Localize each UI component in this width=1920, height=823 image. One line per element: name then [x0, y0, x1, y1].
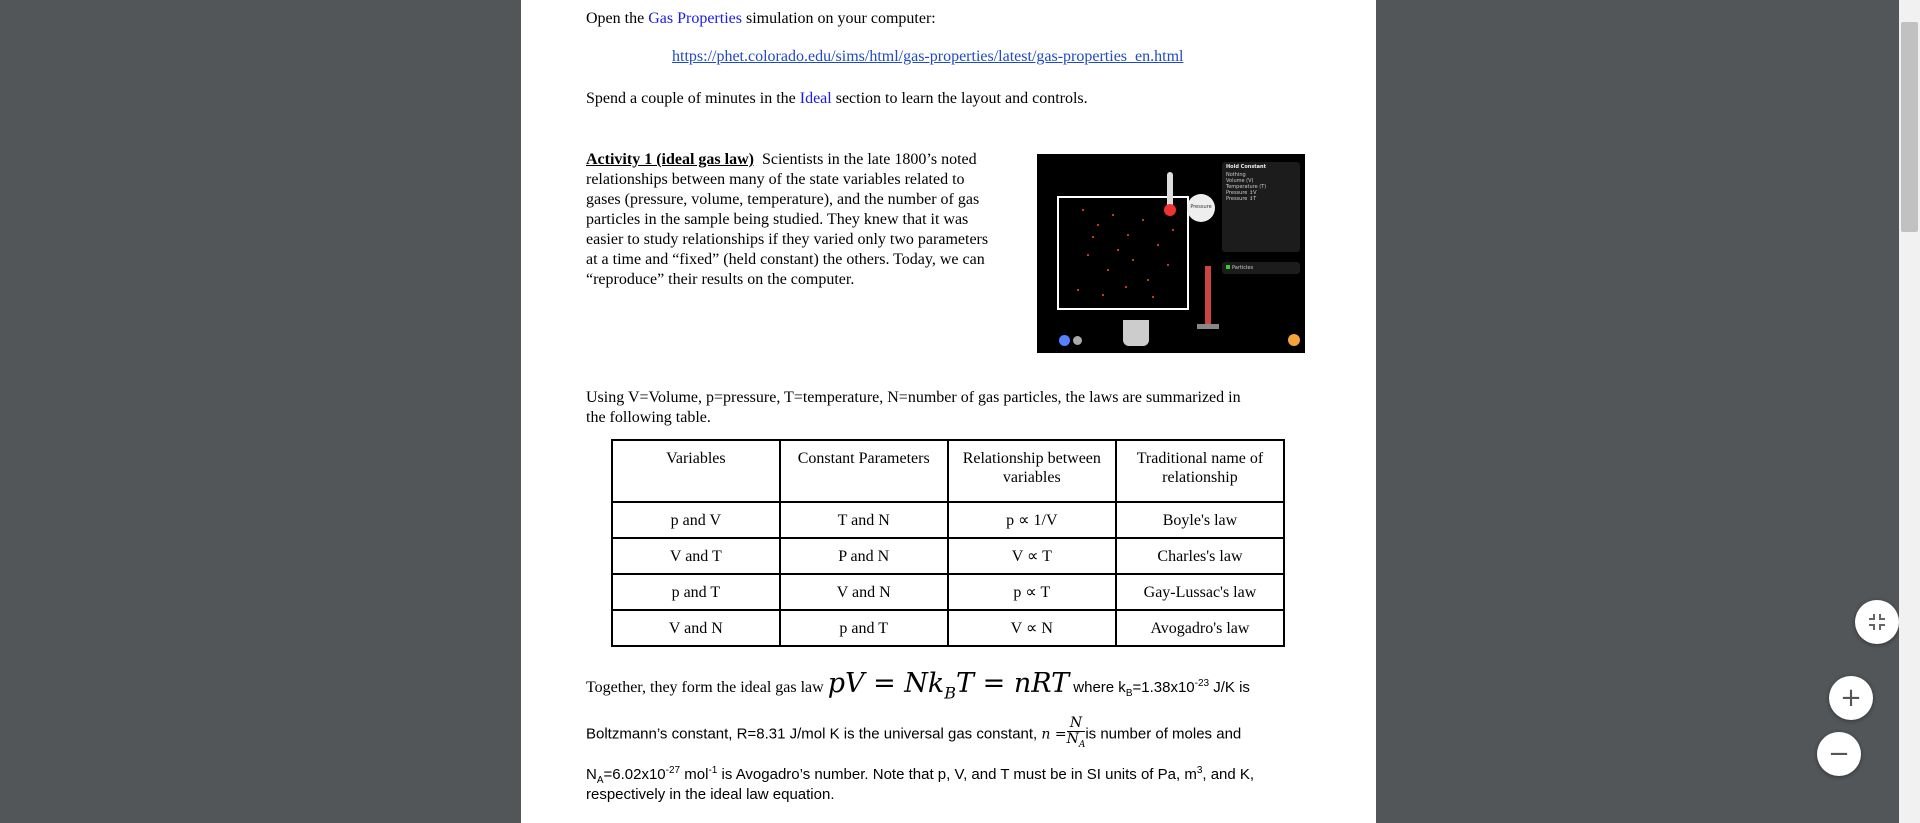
option-pressure-v: Pressure ↕V — [1226, 190, 1257, 196]
kb-unit: J/K is — [1209, 679, 1250, 696]
particle — [1142, 219, 1144, 221]
cell-name: Gay-Lussac's law — [1116, 574, 1284, 610]
particle — [1167, 264, 1169, 266]
equation-part-2: T = nRT — [956, 668, 1070, 699]
cell-relationship: V ∝ N — [948, 610, 1116, 646]
avogadro-line — [586, 765, 1254, 786]
hold-constant-panel — [1222, 162, 1300, 252]
cell-name: Boyle's law — [1116, 502, 1284, 538]
gas-laws-table — [611, 439, 1285, 647]
activity-line-7: “reproduce” their results on the computer. — [586, 271, 855, 288]
header-constant-parameters: Constant Parameters — [780, 440, 948, 502]
cell-constant: P and N — [780, 538, 948, 574]
particle — [1152, 296, 1154, 298]
option-nothing: Nothing — [1226, 172, 1246, 178]
particle — [1082, 209, 1084, 211]
header-variables: Variables — [612, 440, 780, 502]
ideal-gas-equation — [827, 668, 1070, 703]
respectively-line: respectively in the ideal law equation. — [586, 786, 835, 803]
fraction-numerator: N — [1067, 716, 1086, 732]
moles-fraction — [1067, 716, 1086, 753]
cell-constant: p and T — [780, 610, 948, 646]
moles-text: is number of moles and — [1085, 725, 1242, 743]
activity-line-2: relationships between many of the state variables related to — [586, 171, 965, 188]
fit-page-button[interactable] — [1855, 600, 1899, 644]
zoom-out-button[interactable] — [1817, 732, 1861, 776]
cell-relationship: p ∝ T — [948, 574, 1116, 610]
table-header-row — [612, 440, 1284, 502]
intro-paragraph — [586, 10, 936, 28]
na-exponent: -27 — [665, 765, 681, 776]
equation-sub-b: B — [944, 683, 957, 703]
mol-unit: mol — [680, 766, 709, 783]
cell-constant: V and N — [780, 574, 948, 610]
simulation-url-link[interactable]: https://phet.colorado.edu/sims/html/gas-properties/latest/gas-properties_en.html — [672, 48, 1184, 65]
particle — [1107, 269, 1109, 271]
activity-text: Scientists in the late 1800’s noted — [761, 151, 977, 168]
pressure-label: Pressure — [1190, 204, 1212, 210]
kb-value: =1.38x10 — [1132, 679, 1195, 696]
fraction-denominator — [1067, 732, 1086, 753]
cell-relationship: V ∝ T — [948, 538, 1116, 574]
fit-page-icon — [1867, 612, 1887, 632]
gas-properties-link[interactable]: Gas Properties — [648, 10, 742, 27]
activity-line-6: at a time and “fixed” (held constant) the others. Today, we can — [586, 251, 985, 268]
step-button — [1073, 336, 1082, 345]
option-volume: Volume (V) — [1226, 178, 1254, 184]
cell-variables: p and T — [612, 574, 780, 610]
table-row — [612, 610, 1284, 646]
option-temperature: Temperature (T) — [1226, 184, 1267, 190]
particle — [1125, 286, 1127, 288]
table-intro-line-1: Using V=Volume, p=pressure, T=temperature, N=number of gas particles, the laws are summarized in — [586, 389, 1241, 406]
scrollbar-thumb[interactable] — [1901, 22, 1918, 232]
ideal-link[interactable]: Ideal — [799, 90, 832, 107]
ideal-gas-law-text: Together, they form the ideal gas law — [586, 679, 828, 696]
na-sub: A — [596, 775, 604, 786]
zoom-in-button[interactable] — [1829, 676, 1873, 720]
spend-paragraph — [586, 90, 1088, 108]
minus-icon: − — [1828, 739, 1850, 769]
cell-constant: T and N — [780, 502, 948, 538]
cell-variables: p and V — [612, 502, 780, 538]
cell-variables: V and N — [612, 610, 780, 646]
activity-line-5: easier to study relationships if they varied only two parameters — [586, 231, 989, 248]
cell-name: Avogadro's law — [1116, 610, 1284, 646]
where-text: where k — [1069, 679, 1126, 696]
hold-constant-title: Hold Constant — [1226, 164, 1267, 170]
na-value: =6.02x10 — [603, 766, 666, 783]
heater-bucket — [1123, 320, 1149, 346]
particle — [1132, 259, 1134, 261]
cell-variables: V and T — [612, 538, 780, 574]
intro-text-end: simulation on your computer: — [741, 10, 936, 27]
table-intro-line-2: the following table. — [586, 409, 711, 426]
gas-constant-text: Boltzmann’s constant, R=8.31 J/mol K is the universal gas constant, — [586, 725, 1042, 743]
activity-title: Activity 1 (ideal gas law) — [586, 151, 754, 168]
thermometer-bulb — [1164, 204, 1176, 216]
cell-name: Charles's law — [1116, 538, 1284, 574]
pump-base — [1197, 324, 1219, 329]
particle — [1102, 294, 1104, 296]
pump-handle — [1205, 266, 1211, 326]
spend-text-end: section to learn the layout and controls. — [831, 90, 1088, 107]
kb-exponent: -23 — [1194, 678, 1210, 689]
pressure-gauge — [1187, 194, 1215, 222]
boltzmann-definition — [1069, 678, 1250, 699]
particle — [1147, 279, 1149, 281]
particle — [1112, 214, 1114, 216]
play-button — [1059, 335, 1070, 346]
activity-line-4: particles in the sample being studied. They knew that it was — [586, 211, 969, 228]
particles-check — [1226, 265, 1230, 269]
header-traditional-name: Traditional name of relationship — [1116, 440, 1284, 502]
option-pressure-t: Pressure ↕T — [1226, 196, 1257, 202]
cell-relationship: p ∝ 1/V — [948, 502, 1116, 538]
activity-line-3: gases (pressure, volume, temperature), and the number of gas — [586, 191, 980, 208]
particle — [1157, 244, 1159, 246]
si-units-text: is Avogadro’s number. Note that p, V, and T must be in SI units of Pa, m — [717, 766, 1197, 783]
particles-label: Particles — [1232, 265, 1254, 271]
ideal-gas-law-line — [586, 668, 1250, 702]
activity-line-1 — [586, 150, 1026, 170]
spend-text: Spend a couple of minutes in the — [586, 90, 800, 107]
table-row — [612, 538, 1284, 574]
plus-icon: + — [1840, 683, 1862, 713]
na-symbol: N — [586, 766, 597, 783]
particle — [1117, 249, 1119, 251]
simulation-screenshot — [1037, 154, 1305, 353]
particle — [1087, 254, 1089, 256]
particle — [1097, 224, 1099, 226]
intro-text: Open the — [586, 10, 649, 27]
table-intro — [586, 388, 1241, 428]
vertical-scrollbar[interactable] — [1899, 0, 1920, 823]
reset-button — [1288, 334, 1300, 346]
table-row — [612, 502, 1284, 538]
denominator-sub-a: A — [1078, 739, 1086, 750]
particle — [1172, 229, 1174, 231]
boltzmann-line — [586, 716, 1241, 753]
particle — [1127, 234, 1129, 236]
si-units-end: , and K, — [1202, 766, 1255, 783]
kb-sub: B — [1125, 688, 1133, 699]
particle — [1092, 236, 1094, 238]
particles-panel — [1222, 262, 1300, 274]
activity-paragraph — [586, 150, 1026, 290]
equation-part-1: pV = Nk — [827, 668, 945, 699]
mol-exponent: -1 — [708, 765, 718, 776]
particle — [1077, 289, 1079, 291]
denominator-n: N — [1066, 731, 1079, 747]
m3-exponent: 3 — [1196, 765, 1203, 776]
url-line — [672, 48, 1272, 66]
table-row — [612, 574, 1284, 610]
header-relationship: Relationship between variables — [948, 440, 1116, 502]
n-equals: n = — [1041, 726, 1067, 743]
